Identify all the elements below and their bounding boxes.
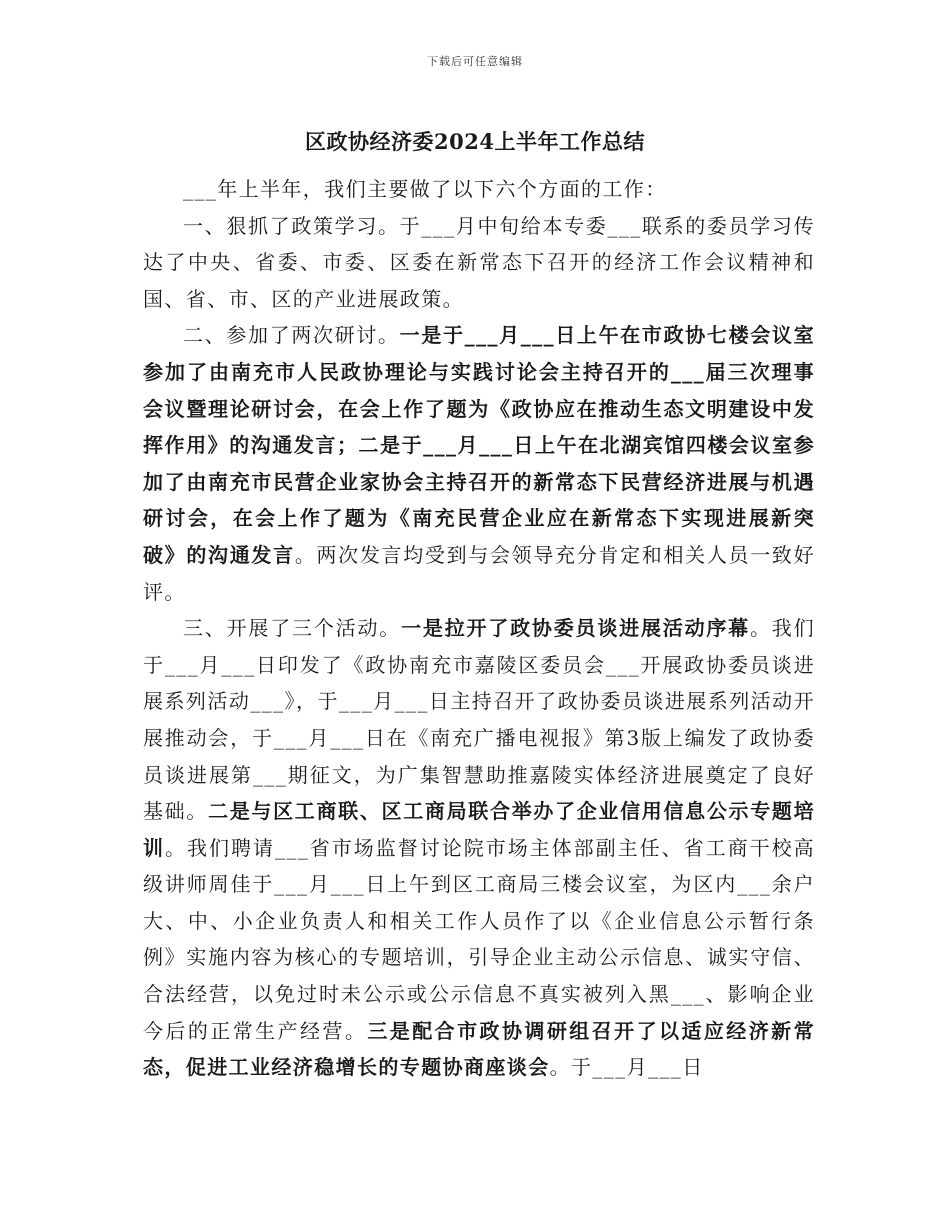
paragraph-policy-study — [143, 208, 815, 318]
text-run-bold: 三是配合市政协调研组召开了以适应经济新常态，促进工业经济稳增长的专题协商座谈会 — [143, 1018, 816, 1080]
text-run: 一、狠抓了政策学习。于___月中旬给本专委___联系的委员学习传达了中央、省委、市委、区委在新常态下召开的经济工作会议精神和国、省、市、区的产业进展政策。 — [143, 213, 815, 311]
text-run: 三、开展了三个活动。 — [183, 616, 402, 641]
paragraph-intro — [143, 171, 815, 208]
text-run: ___年上半年，我们主要做了以下六个方面的工作： — [183, 177, 667, 201]
paragraph-seminars — [143, 317, 815, 610]
text-run-bold: 一是于___月___日上午在市政协七楼会议室参加了由南充市人民政协理论与实践讨论会主持召开的___届三次理事会议暨理论研讨会，在会上作了题为《政协应在推动生态文明建设中发挥作用》的沟通发言；二是于___月___日上午在北湖宾馆四楼会议室参加了由南充市民营企业家协会主持召开的新常态下民营经济进展与机遇研讨会，在会上作了题为《南充民营企业应在新常态下实现进展新突破》的沟通发言 — [143, 323, 815, 567]
text-run-bold: 二是与区工商联、区工商局联合举办了企业信用信息公示专题培训 — [143, 799, 815, 860]
text-run: 。我们聘请___省市场监督讨论院市场主体部副主任、省工商干校高级讲师周佳于___月___日上午到区工商局三楼会议室，为区内___余户大、中、小企业负责人和相关工作人员作了以《企业信息公示暂行条例》实施内容为核心的专题培训，引导企业主动公示信息、诚实守信、合法经营，以免过时未公示或公示信息不真实被列入黑___、影响企业今后的正常生产经营。 — [143, 835, 815, 1043]
paragraph-activities — [143, 610, 815, 1086]
text-run: 。我们于___月___日印发了《政协南充市嘉陵区委员会___开展政协委员谈进展系列活动___》，于___月___日主持召开了政协委员谈进展系列活动开展推动会，于___月___日在《南充广播电视报》第3版上编发了政协委员谈进展第___期征文，为广集智慧助推嘉陵实体经济进展奠定了良好基础。 — [143, 616, 816, 824]
text-run: 。于___月___日 — [549, 1055, 704, 1080]
document-body — [143, 171, 815, 1086]
document-title: 区政协经济委2024上半年工作总结 — [305, 129, 645, 154]
header-note: 下载后可任意编辑 — [427, 55, 523, 68]
text-run: 二、参加了两次研讨。 — [183, 323, 400, 348]
text-run: 。两次发言均受到与会领导充分肯定和相关人员一致好评。 — [143, 542, 815, 604]
text-run-bold: 一是拉开了政协委员谈进展活动序幕 — [401, 616, 750, 641]
